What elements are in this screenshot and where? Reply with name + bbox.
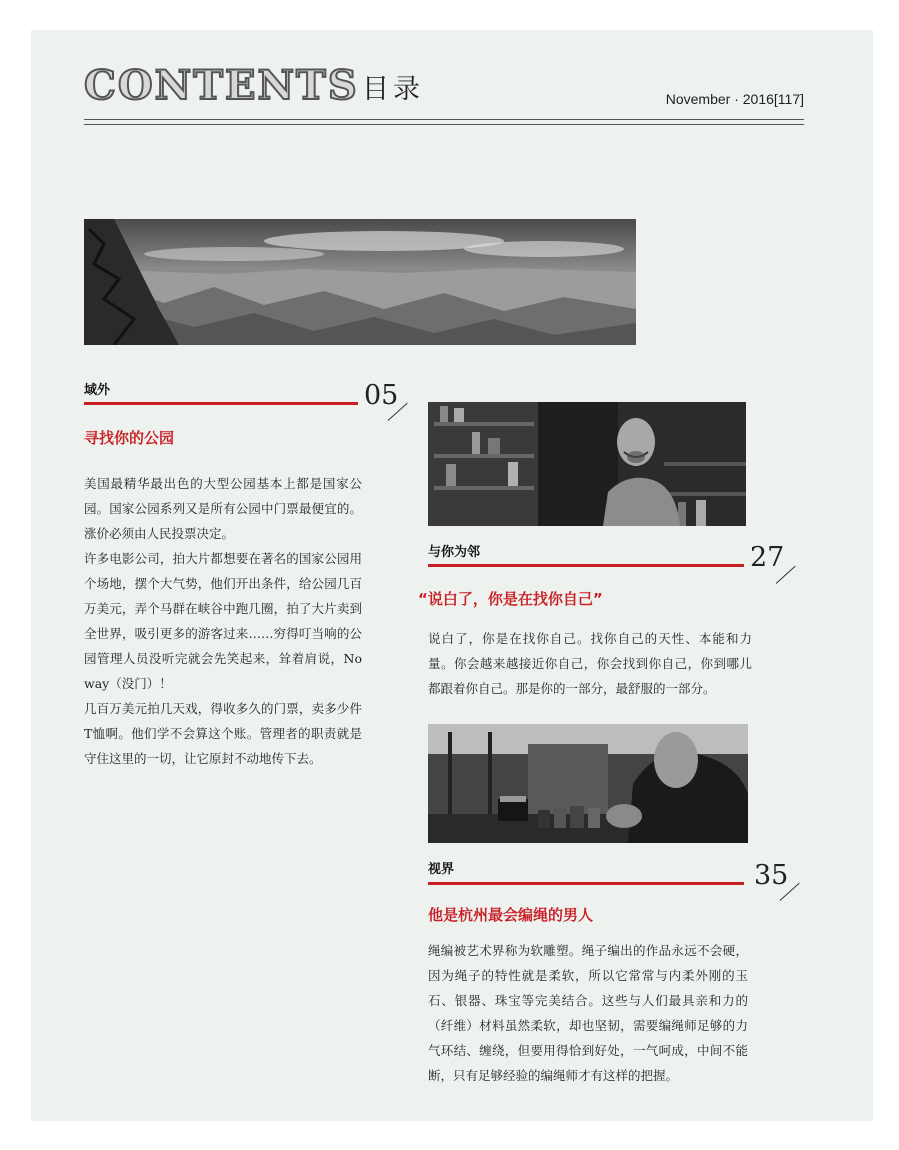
issue-date: November · 2016[117] [665, 91, 804, 107]
headline-find-yourself: “说白了，你是在找你自己” [418, 590, 603, 608]
page-number-05: 05 [364, 380, 399, 411]
canyon-photo [84, 219, 636, 345]
contents-logo: CONTENTS [84, 62, 359, 109]
paragraph: 许多电影公司，拍大片都想要在著名的国家公园用个场地，摆个大气势，他们开出条件，给公园几百万美元，弄个马群在峡谷中跑几圈，拍了大片卖到全世界，吸引更多的游客过来……穷得叮当响的公园管理人员没听完就会先笑起来，耸着肩说，No way（没门）！ [84, 551, 362, 691]
paragraph: 几百万美元拍几天戏，得收多久的门票，卖多少件T恤啊。他们学不会算这个账。管理者的职责就是守住这里的一切，让它原封不动地传下去。 [84, 701, 362, 766]
paragraph: 绳编被艺术界称为软雕塑。绳子编出的作品永远不会硬，因为绳子的特性就是柔软，所以它常常与内柔外刚的玉石、银器、珠宝等完美结合。这些与人们最具亲和力的（纤维）材料虽然柔软，却也坚韧，需要编绳师足够的力气环结、缠绕，但要用得恰到好处，一气呵成，中间不能断，只有足够经验的编绳师才有这样的把握。 [428, 943, 748, 1083]
paragraph: 说白了，你是在找你自己。找你自己的天性、本能和力量。你会越来越接近你自己，你会找到你自己，你到哪儿都跟着你自己。那是你的一部分，最舒服的一部分。 [428, 631, 752, 696]
section-rule-neighbor [428, 564, 744, 567]
headline-find-your-park: 寻找你的公园 [84, 429, 175, 447]
page-number-27: 27 [750, 542, 785, 573]
section-label-neighbor: 与你为邻 [428, 545, 481, 560]
page-number-35: 35 [754, 860, 789, 891]
body-text-neighbor [428, 626, 752, 701]
section-rule-overseas [84, 402, 358, 405]
header-rule-bottom [84, 124, 804, 125]
rope-craftsman-photo [428, 724, 748, 843]
header-rule-top [84, 119, 804, 120]
section-label-overseas: 域外 [84, 383, 111, 398]
body-text-rope [428, 938, 748, 1088]
body-text-park [84, 471, 362, 771]
contents-logo-cn: 目录 [362, 74, 424, 105]
headline-rope-man: 他是杭州最会编绳的男人 [428, 906, 594, 924]
smiling-man-photo [428, 402, 746, 526]
paragraph: 美国最精华最出色的大型公园基本上都是国家公园。国家公园系列又是所有公园中门票最便宜的。涨价必须由人民投票决定。 [84, 476, 362, 541]
section-rule-vision [428, 882, 744, 885]
section-label-vision: 视界 [428, 862, 455, 877]
